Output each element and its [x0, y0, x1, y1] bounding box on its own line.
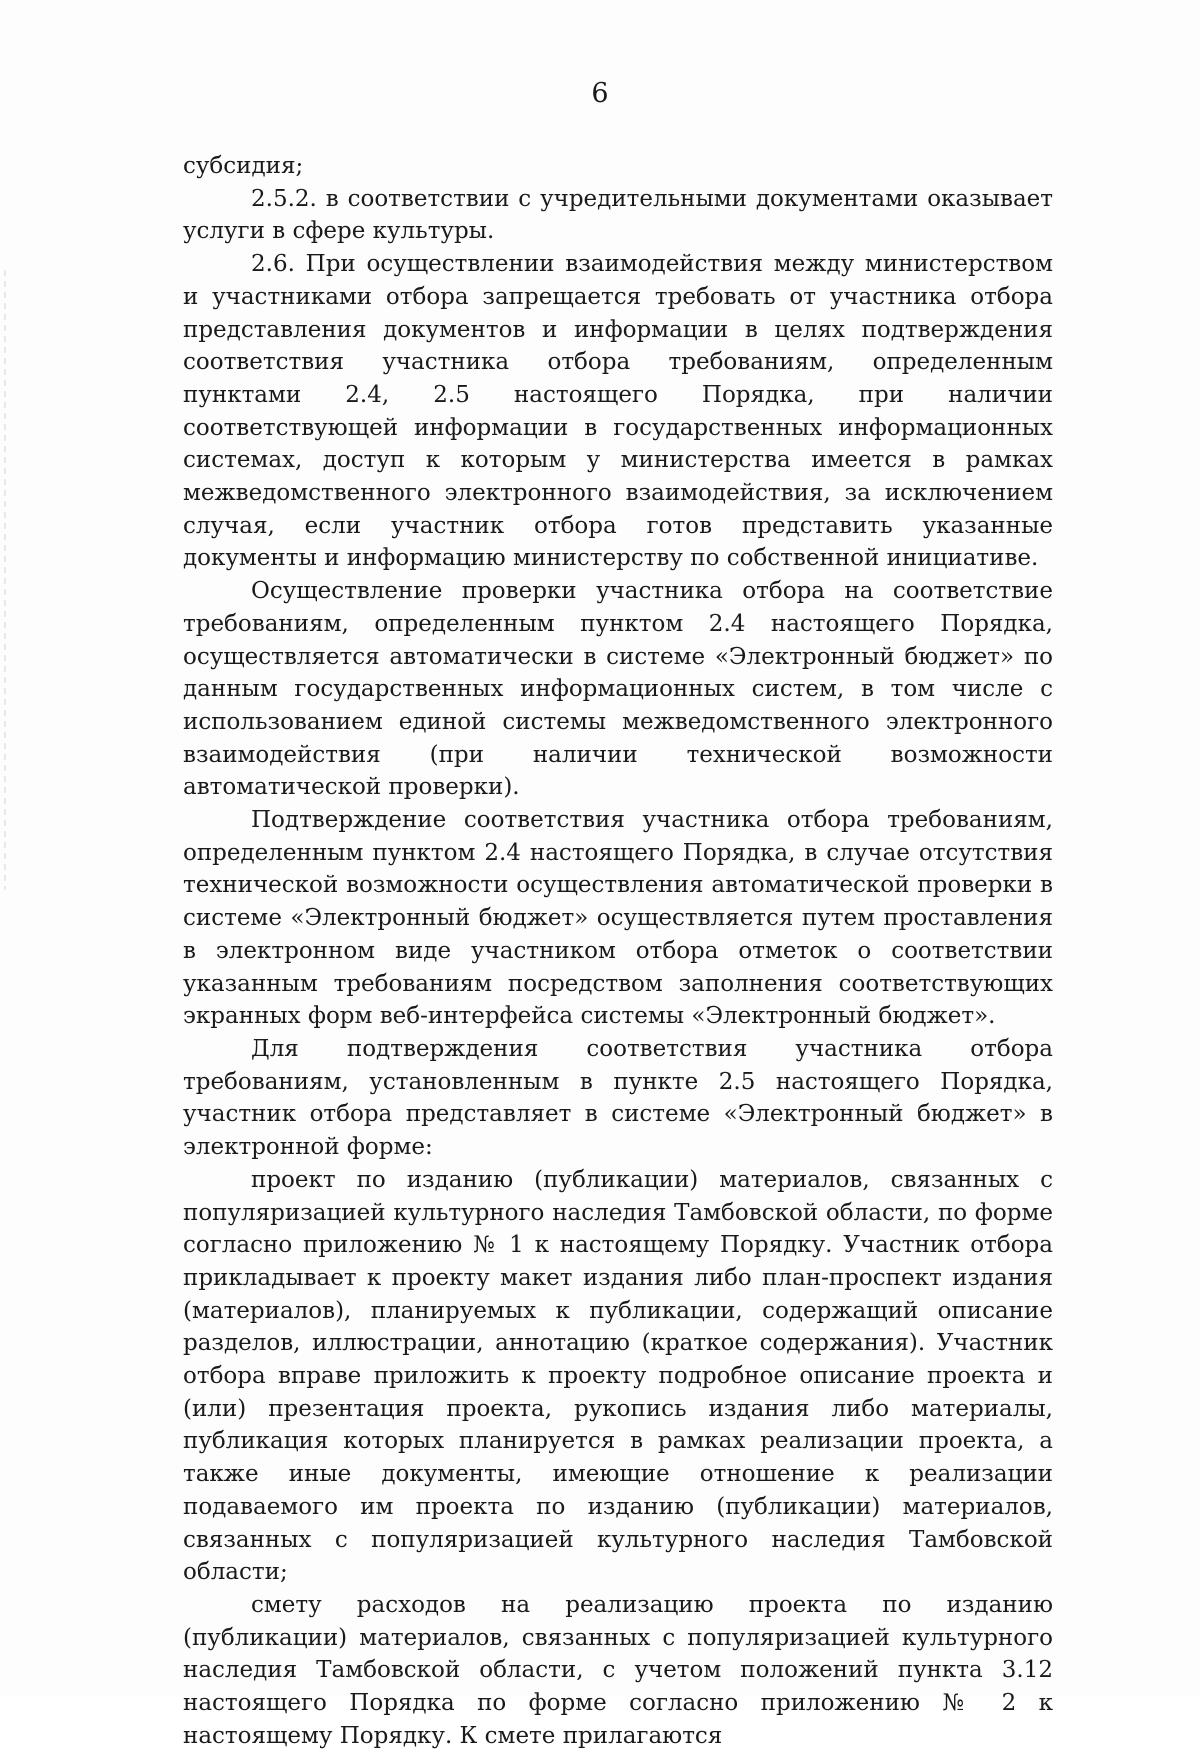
page-number: 6	[591, 78, 609, 109]
paragraph-manual-confirmation: Подтверждение соответствия участника отбора требованиям, определенным пунктом 2.4 настоящего Порядка, в случае отсутствия технической возможности осуществления автоматической проверки в системе «Электронный бюджет» осуществляется путем проставления в электронном виде участником отбора отметок о соответствии указанным требованиям посредством заполнения соответствующих экранных форм веб-интерфейса системы «Электронный бюджет».	[183, 807, 1053, 1030]
paragraph-2-6: 2.6. При осуществлении взаимодействия между министерством и участниками отбора запрещается требовать от участника отбора представления документов и информации в целях подтверждения соответствия участника отбора требованиям, определенным пунктами 2.4, 2.5 настоящего Порядка, при наличии соответствующей информации в государственных информационных системах, доступ к которым у министерства имеется в рамках межведомственного электронного взаимодействия, за исключением случая, если участник отбора готов представить указанные документы и информацию министерству по собственной инициативе.	[183, 251, 1053, 572]
paragraph-subsidy-tail: субсидия;	[183, 153, 304, 179]
paragraph-electronic-form: Для подтверждения соответствия участника отбора требованиям, установленным в пункте 2.5 настоящего Порядка, участник отбора представляет в системе «Электронный бюджет» в электронной форме:	[183, 1035, 1053, 1161]
scan-binding-edge	[4, 270, 6, 890]
document-body	[183, 150, 1053, 1752]
paragraph-cost-estimate: смету расходов на реализацию проекта по изданию (публикации) материалов, связанных с популяризацией культурного наследия Тамбовской области, с учетом положений пункта 3.12 настоящего Порядка по форме согласно приложению № 2 к настоящему Порядку. К смете прилагаются	[183, 1591, 1053, 1749]
paragraph-2-5-2: 2.5.2. в соответствии с учредительными документами оказывает услуги в сфере культуры.	[183, 185, 1053, 245]
paragraph-project: проект по изданию (публикации) материалов, связанных с популяризацией культурного наследия Тамбовской области, по форме согласно приложению № 1 к настоящему Порядку. Участник отбора прикладывает к проекту макет издания либо план-проспект издания (материалов), планируемых к публикации, содержащий описание разделов, иллюстрации, аннотацию (краткое содержания). Участник отбора вправе приложить к проекту подробное описание проекта и (или) презентация проекта, рукопись издания либо материалы, публикация которых планируется в рамках реализации проекта, а также иные документы, имеющие отношение к реализации подаваемого им проекта по изданию (публикации) материалов, связанных с популяризацией культурного наследия Тамбовской области;	[183, 1166, 1053, 1586]
paragraph-automatic-check: Осуществление проверки участника отбора на соответствие требованиям, определенным пунктом 2.4 настоящего Порядка, осуществляется автоматически в системе «Электронный бюджет» по данным государственных информационных систем, в том числе с использованием единой системы межведомственного электронного взаимодействия (при наличии технической возможности автоматической проверки).	[183, 578, 1053, 801]
